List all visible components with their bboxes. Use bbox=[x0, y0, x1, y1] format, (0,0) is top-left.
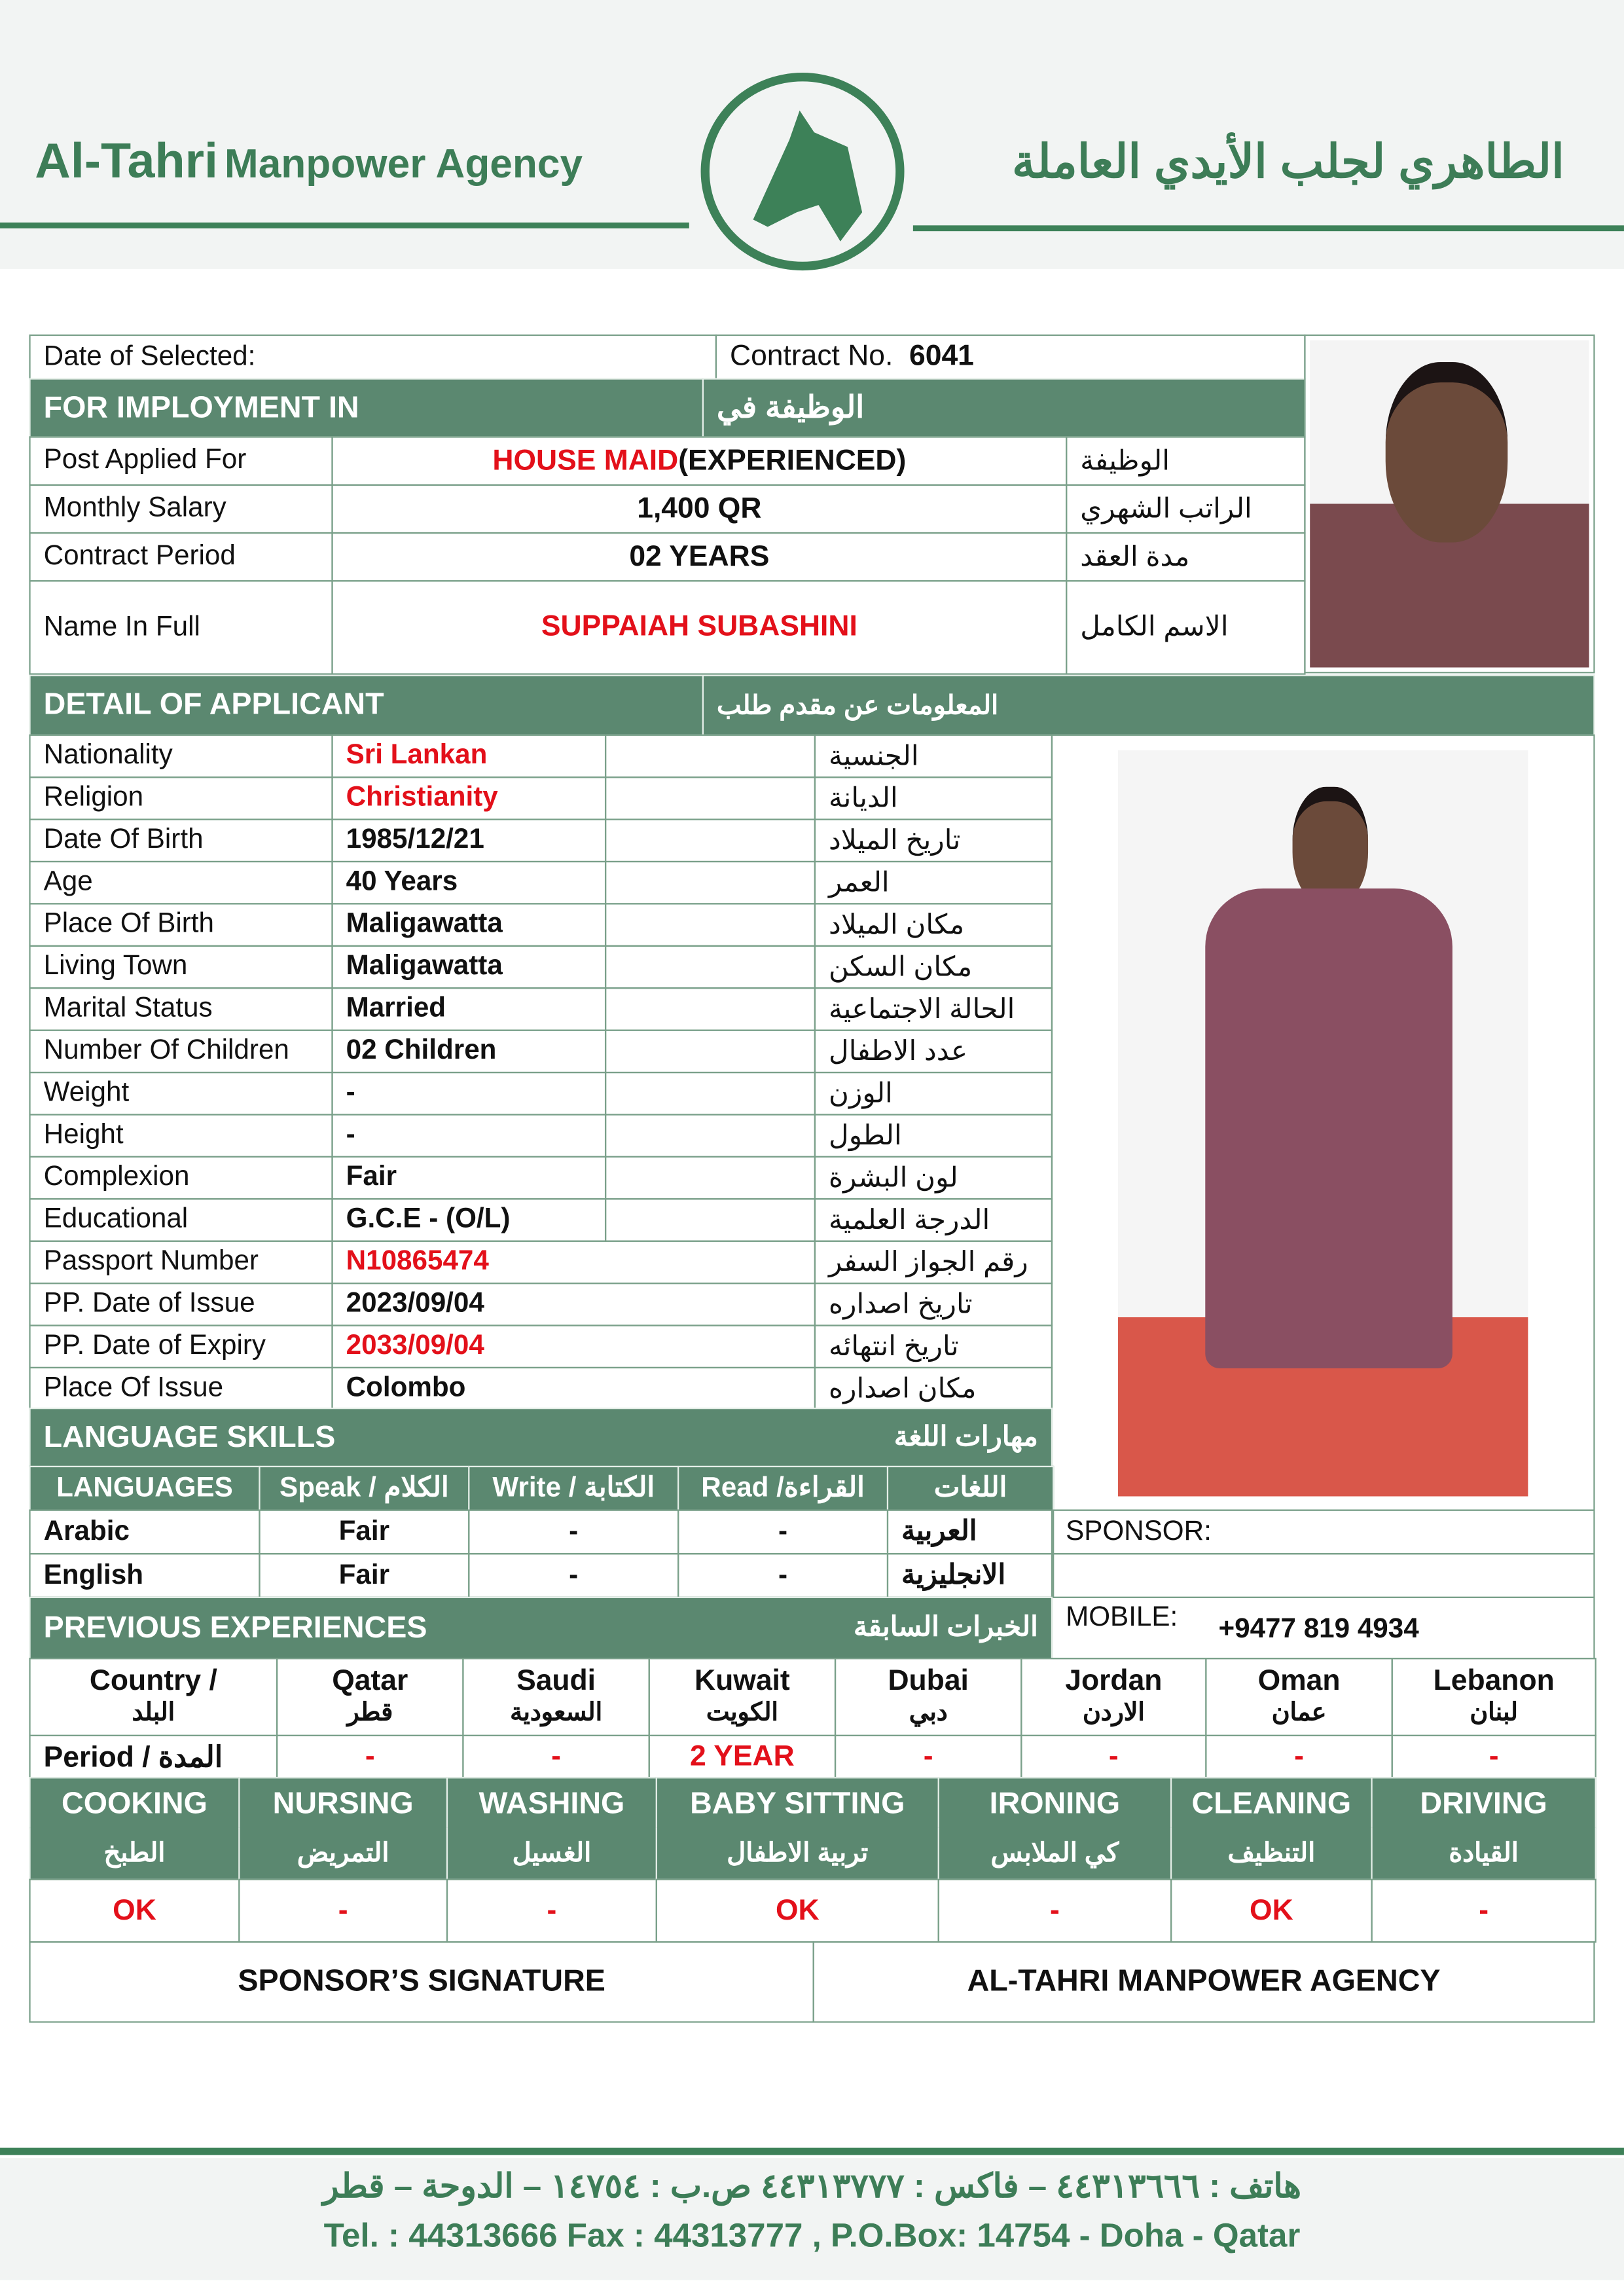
employment-value-red: SUPPAIAH SUBASHINI bbox=[541, 610, 857, 643]
country-name-ar: الاردن bbox=[1082, 1698, 1145, 1726]
sponsor-field bbox=[1051, 1510, 1595, 1555]
skill-header-ar: التنظيف bbox=[1170, 1828, 1373, 1880]
date-selected bbox=[29, 335, 717, 380]
skill-value: - bbox=[1371, 1879, 1596, 1943]
detail-blank bbox=[605, 1156, 816, 1200]
employment-label: Name In Full bbox=[29, 580, 333, 674]
detail-label-ar: تاريخ الميلاد bbox=[814, 818, 1053, 862]
employment-label: Monthly Salary bbox=[29, 484, 333, 534]
country-header bbox=[1205, 1658, 1393, 1736]
detail-label: Passport Number bbox=[29, 1241, 333, 1285]
footer-contact: Tel. : 44313666 Fax : 44313777 , P.O.Box: 14754 - Doha - Qatar bbox=[323, 2216, 1301, 2254]
contract-label: Contract No. bbox=[729, 340, 893, 373]
skill-header-ar: تربية الاطفال bbox=[656, 1828, 939, 1880]
skill-value: - bbox=[938, 1879, 1172, 1943]
detail-label-ar: الوزن bbox=[814, 1072, 1053, 1116]
employment-value-text: (EXPERIENCED) bbox=[678, 444, 907, 477]
language-cell: - bbox=[468, 1553, 679, 1598]
detail-blank bbox=[605, 1198, 816, 1242]
detail-header-ar: المعلومات عن مقدم طلب bbox=[702, 675, 1595, 736]
detail-blank bbox=[605, 861, 816, 905]
language-cell: Arabic bbox=[29, 1510, 260, 1555]
experience-title-ar: الخبرات السابقة bbox=[854, 1613, 1038, 1643]
detail-value: Christianity bbox=[331, 776, 606, 820]
skill-header: WASHING bbox=[446, 1777, 657, 1829]
language-column-header: Speak / الكلام bbox=[259, 1466, 469, 1511]
skill-header: DRIVING bbox=[1371, 1777, 1596, 1829]
language-header bbox=[29, 1408, 1053, 1467]
language-cell: - bbox=[468, 1510, 679, 1555]
detail-label-ar: تاريخ انتهائه bbox=[814, 1324, 1053, 1368]
detail-label: Educational bbox=[29, 1198, 333, 1242]
period-cell: - bbox=[835, 1735, 1022, 1779]
period-cell: - bbox=[276, 1735, 464, 1779]
detail-label: Number Of Children bbox=[29, 1030, 333, 1074]
detail-value: 02 Children bbox=[331, 1030, 606, 1074]
detail-label: PP. Date of Expiry bbox=[29, 1324, 333, 1368]
employment-label: Contract Period bbox=[29, 532, 333, 582]
employment-label-ar: الراتب الشهري bbox=[1066, 484, 1305, 534]
full-body-photo bbox=[1051, 735, 1595, 1511]
detail-value: 40 Years bbox=[331, 861, 606, 905]
skill-value: - bbox=[238, 1879, 448, 1943]
country-name: Oman bbox=[1257, 1665, 1341, 1698]
detail-label-ar: مكان الميلاد bbox=[814, 903, 1053, 947]
employment-value bbox=[331, 532, 1067, 582]
employment-value-red: HOUSE MAID bbox=[492, 444, 679, 477]
letterhead bbox=[0, 0, 1624, 269]
detail-label: Nationality bbox=[29, 735, 333, 778]
detail-blank bbox=[605, 818, 816, 862]
detail-label-ar: مكان السكن bbox=[814, 945, 1053, 989]
contract-number bbox=[715, 335, 1306, 380]
contract-value: 6041 bbox=[909, 340, 974, 373]
employment-value-text: 02 YEARS bbox=[629, 540, 770, 573]
period-cell: Period / المدة bbox=[29, 1735, 278, 1779]
country-header bbox=[276, 1658, 464, 1736]
country-name-ar: لبنان bbox=[1470, 1698, 1518, 1726]
country-name: Dubai bbox=[888, 1665, 969, 1698]
detail-label: Complexion bbox=[29, 1156, 333, 1200]
language-cell: - bbox=[677, 1510, 888, 1555]
language-column-header: Write / الكتابة bbox=[468, 1466, 679, 1511]
detail-label-ar: الجنسية bbox=[814, 735, 1053, 778]
skill-header-ar: الطبخ bbox=[29, 1828, 240, 1880]
experience-title: PREVIOUS EXPERIENCES bbox=[43, 1610, 427, 1644]
brand-title-en bbox=[35, 134, 583, 191]
country-name: Lebanon bbox=[1433, 1665, 1555, 1698]
employment-header-ar: الوظيفة في bbox=[702, 378, 1306, 437]
skill-value: OK bbox=[29, 1879, 240, 1943]
period-cell: - bbox=[1020, 1735, 1206, 1779]
language-title-ar: مهارات اللغة bbox=[893, 1422, 1038, 1453]
detail-label: Height bbox=[29, 1114, 333, 1158]
language-cell: الانجليزية bbox=[887, 1553, 1054, 1598]
detail-label: Weight bbox=[29, 1072, 333, 1116]
detail-label: Age bbox=[29, 861, 333, 905]
language-column-header: Read /القراءة bbox=[677, 1466, 888, 1511]
detail-label-ar: الطول bbox=[814, 1114, 1053, 1158]
detail-label-ar: تاريخ اصداره bbox=[814, 1283, 1053, 1326]
experience-header bbox=[29, 1597, 1053, 1660]
sponsor-value bbox=[1051, 1553, 1595, 1598]
detail-value: 2033/09/04 bbox=[331, 1324, 816, 1368]
skill-header-ar: كي الملابس bbox=[938, 1828, 1172, 1880]
detail-value: Colombo bbox=[331, 1367, 816, 1411]
detail-value: Sri Lankan bbox=[331, 735, 606, 778]
country-name: Jordan bbox=[1065, 1665, 1163, 1698]
detail-label: Marital Status bbox=[29, 987, 333, 1031]
detail-value: 2023/09/04 bbox=[331, 1283, 816, 1326]
country-header bbox=[835, 1658, 1022, 1736]
period-cell: - bbox=[462, 1735, 650, 1779]
detail-blank bbox=[605, 1072, 816, 1116]
language-column-header: اللغات bbox=[887, 1466, 1054, 1511]
skill-header: COOKING bbox=[29, 1777, 240, 1829]
detail-label-ar: لون البشرة bbox=[814, 1156, 1053, 1200]
skill-header: BABY SITTING bbox=[656, 1777, 939, 1829]
country-name-ar: دبي bbox=[909, 1698, 948, 1726]
detail-blank bbox=[605, 903, 816, 947]
detail-label-ar: مكان اصداره bbox=[814, 1367, 1053, 1411]
skill-value: OK bbox=[656, 1879, 939, 1943]
country-name-ar: البلد bbox=[132, 1698, 175, 1726]
date-label: Date of Selected: bbox=[43, 340, 256, 372]
country-name-ar: عمان bbox=[1271, 1698, 1327, 1726]
language-cell: English bbox=[29, 1553, 260, 1598]
period-cell: - bbox=[1392, 1735, 1597, 1779]
country-name: Kuwait bbox=[695, 1665, 790, 1698]
mobile-value: +9477 819 4934 bbox=[1218, 1614, 1419, 1645]
language-cell: Fair bbox=[259, 1510, 469, 1555]
detail-value: N10865474 bbox=[331, 1241, 816, 1285]
skill-value: - bbox=[446, 1879, 657, 1943]
detail-value: Maligawatta bbox=[331, 945, 606, 989]
skill-header: NURSING bbox=[238, 1777, 448, 1829]
detail-value: G.C.E - (O/L) bbox=[331, 1198, 606, 1242]
detail-blank bbox=[605, 945, 816, 989]
employment-label: Post Applied For bbox=[29, 436, 333, 486]
country-header bbox=[1392, 1658, 1597, 1736]
skill-header-ar: القيادة bbox=[1371, 1828, 1596, 1880]
portrait-photo bbox=[1304, 335, 1595, 674]
detail-value: 1985/12/21 bbox=[331, 818, 606, 862]
country-name: Qatar bbox=[332, 1665, 408, 1698]
agency-signature: AL-TAHRI MANPOWER AGENCY bbox=[813, 1941, 1595, 2022]
detail-value: - bbox=[331, 1114, 606, 1158]
detail-blank bbox=[605, 776, 816, 820]
language-title: LANGUAGE SKILLS bbox=[43, 1419, 336, 1453]
employment-value-text: 1,400 QR bbox=[637, 492, 762, 524]
country-name: Saudi bbox=[516, 1665, 596, 1698]
language-column-header: LANGUAGES bbox=[29, 1466, 260, 1511]
detail-label: Date Of Birth bbox=[29, 818, 333, 862]
detail-label-ar: الديانة bbox=[814, 776, 1053, 820]
language-cell: Fair bbox=[259, 1553, 469, 1598]
employment-value bbox=[331, 484, 1067, 534]
detail-blank bbox=[605, 735, 816, 778]
mobile-field bbox=[1051, 1597, 1595, 1660]
brand-name: Al-Tahri bbox=[35, 134, 219, 189]
horse-logo-icon bbox=[701, 73, 905, 270]
detail-value: Married bbox=[331, 987, 606, 1031]
country-header bbox=[649, 1658, 837, 1736]
detail-blank bbox=[605, 1114, 816, 1158]
skill-header-ar: التمريض bbox=[238, 1828, 448, 1880]
footer-arabic: هاتف : ٤٤٣١٣٦٦٦ – فاكس : ٤٤٣١٣٧٧٧ ص.ب : ١٤٧٥٤ – الدوحة – قطر bbox=[323, 2166, 1301, 2205]
detail-label-ar: الدرجة العلمية bbox=[814, 1198, 1053, 1242]
country-header bbox=[29, 1658, 278, 1736]
detail-label-ar: الحالة الاجتماعية bbox=[814, 987, 1053, 1031]
skill-value: OK bbox=[1170, 1879, 1373, 1943]
detail-value: - bbox=[331, 1072, 606, 1116]
detail-label-ar: عدد الاطفال bbox=[814, 1030, 1053, 1074]
brand-subtitle: Manpower Agency bbox=[224, 141, 583, 187]
country-name-ar: الكويت bbox=[706, 1698, 778, 1726]
employment-value bbox=[331, 580, 1067, 674]
detail-label: Place Of Issue bbox=[29, 1367, 333, 1411]
detail-value: Maligawatta bbox=[331, 903, 606, 947]
detail-label: Place Of Birth bbox=[29, 903, 333, 947]
employment-value bbox=[331, 436, 1067, 486]
detail-label: PP. Date of Issue bbox=[29, 1283, 333, 1326]
skill-header: IRONING bbox=[938, 1777, 1172, 1829]
language-cell: - bbox=[677, 1553, 888, 1598]
country-name-ar: السعودية bbox=[510, 1698, 603, 1726]
detail-label-ar: رقم الجواز السفر bbox=[814, 1241, 1053, 1285]
period-cell: - bbox=[1205, 1735, 1393, 1779]
country-header bbox=[462, 1658, 650, 1736]
country-name: Country / bbox=[89, 1665, 217, 1698]
employment-label-ar: الاسم الكامل bbox=[1066, 580, 1305, 674]
sponsor-label: SPONSOR: bbox=[1066, 1516, 1212, 1547]
detail-blank bbox=[605, 987, 816, 1031]
skill-header-ar: الغسيل bbox=[446, 1828, 657, 1880]
employment-header: FOR IMPLOYMENT IN bbox=[29, 378, 704, 437]
country-header bbox=[1020, 1658, 1206, 1736]
detail-blank bbox=[605, 1030, 816, 1074]
detail-label: Living Town bbox=[29, 945, 333, 989]
detail-label: Religion bbox=[29, 776, 333, 820]
sponsor-signature: SPONSOR’S SIGNATURE bbox=[29, 1941, 814, 2022]
country-name-ar: قطر bbox=[347, 1698, 393, 1726]
skill-header: CLEANING bbox=[1170, 1777, 1373, 1829]
detail-label-ar: العمر bbox=[814, 861, 1053, 905]
language-cell: العربية bbox=[887, 1510, 1054, 1555]
mobile-label: MOBILE: bbox=[1066, 1602, 1178, 1633]
period-cell: 2 YEAR bbox=[649, 1735, 837, 1779]
brand-title-ar: الطاهري لجلب الأيدي العاملة bbox=[1012, 135, 1564, 188]
employment-label-ar: الوظيفة bbox=[1066, 436, 1305, 486]
detail-header: DETAIL OF APPLICANT bbox=[29, 675, 704, 736]
detail-value: Fair bbox=[331, 1156, 606, 1200]
employment-label-ar: مدة العقد bbox=[1066, 532, 1305, 582]
